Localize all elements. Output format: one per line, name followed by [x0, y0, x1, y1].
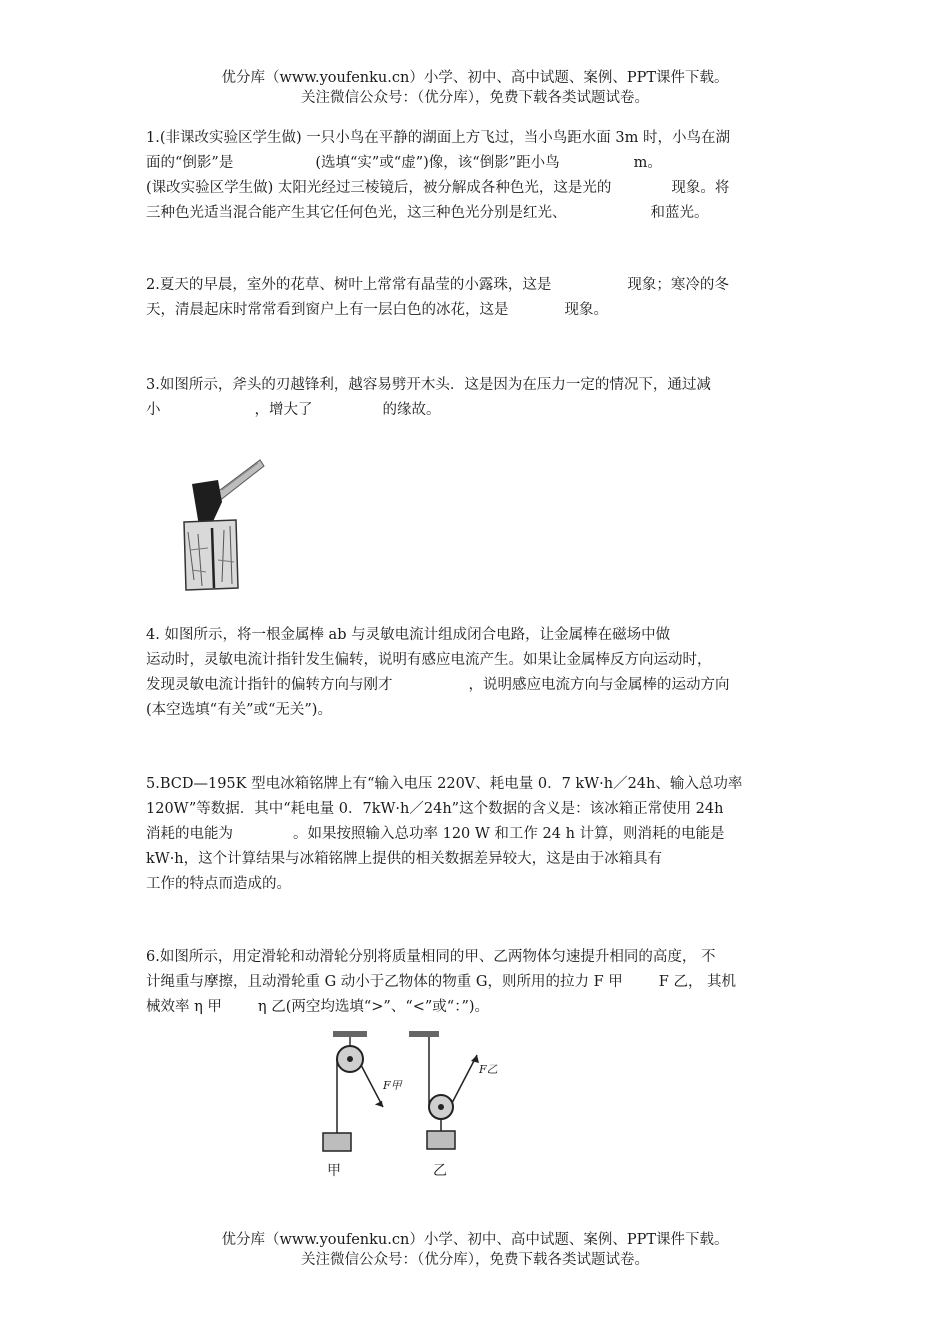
q5-line-4: kW·h，这个计算结果与冰箱铭牌上提供的相关数据差异较大，这是由于冰箱具有	[146, 851, 663, 867]
question-5	[146, 772, 806, 897]
q4-line-3: 发现灵敏电流计指针的偏转方向与刚才 ，说明感应电流方向与金属棒的运动方向	[146, 677, 730, 693]
ceiling-mount-a	[333, 1031, 367, 1037]
q4-line-1: 4. 如图所示，将一根金属棒 ab 与灵敏电流计组成闭合电路，让金属棒在磁场中做	[146, 627, 671, 643]
q5-line-2: 120W”等数据．其中“耗电量 0．7kW·h／24h”这个数据的含义是：该冰箱正常使用 24h	[146, 801, 724, 817]
label-a: 甲	[327, 1163, 341, 1179]
q4-line-4: (本空选填“有关”或“无关”)。	[146, 702, 332, 718]
q6-line-2: 计绳重与摩擦，且动滑轮重 G 动小于乙物体的物重 G，则所用的拉力 F 甲 F 乙， 其机	[146, 974, 737, 990]
q1-line-1: 1.(非课改实验区学生做) 一只小鸟在平静的湖面上方飞过，当小鸟距水面 3m 时，小鸟在湖	[146, 130, 730, 146]
weight-b	[427, 1131, 455, 1149]
footer-line-1: 优分库（www.youfenku.cn）小学、初中、高中试题、案例、PPT课件下载。	[221, 1232, 729, 1248]
question-3	[146, 373, 806, 423]
q6-line-1: 6.如图所示，用定滑轮和动滑轮分别将质量相同的甲、乙两物体匀速提升相同的高度， 不	[146, 949, 716, 965]
question-4	[146, 623, 806, 723]
force-label-b: F乙	[479, 1063, 498, 1076]
fixed-pulley-setup	[323, 1031, 385, 1151]
q1-line-3: (课改实验区学生做) 太阳光经过三棱镜后，被分解成各种色光，这是光的 现象。将	[146, 180, 730, 196]
weight-a	[323, 1133, 351, 1151]
ceiling-mount-b	[409, 1031, 439, 1037]
pulley-figure	[305, 1025, 525, 1185]
q3-line-1: 3.如图所示，斧头的刃越锋利，越容易劈开木头．这是因为在压力一定的情况下，通过减	[146, 377, 711, 393]
footer-line-2: 关注微信公众号：（优分库），免费下载各类试题试卷。	[301, 1252, 649, 1268]
q5-line-5: 工作的特点而造成的。	[146, 876, 291, 892]
page-footer	[0, 1230, 950, 1270]
movable-pulley-setup	[409, 1031, 479, 1149]
page-header	[0, 68, 950, 108]
q2-line-1: 2.夏天的早晨，室外的花草、树叶上常常有晶莹的小露珠，这是 现象；寒冷的冬	[146, 277, 729, 293]
q5-line-1: 5.BCD—195K 型电冰箱铭牌上有“输入电压 220V、耗电量 0．7 kW·h／24h、输入总功率	[146, 776, 743, 792]
q1-line-2: 面的“倒影”是 (选填“实”或“虚”)像，该“倒影”距小鸟 m。	[146, 155, 662, 171]
wood-log	[184, 520, 238, 590]
q3-line-2: 小 ，增大了 的缘故。	[146, 402, 441, 418]
header-line-1: 优分库（www.youfenku.cn）小学、初中、高中试题、案例、PPT课件下载。	[221, 70, 729, 86]
header-line-2: 关注微信公众号：（优分库），免费下载各类试题试卷。	[301, 90, 649, 106]
q4-line-2: 运动时，灵敏电流计指针发生偏转，说明有感应电流产生。如果让金属棒反方向运动时，	[146, 652, 712, 668]
q1-line-4: 三种色光适当混合能产生其它任何色光，这三种色光分别是红光、 和蓝光。	[146, 205, 709, 221]
question-6	[146, 945, 806, 1020]
q6-line-3: 械效率 η 甲 η 乙(两空均选填“>”、“<”或“：”)。	[146, 999, 490, 1015]
q5-line-3: 消耗的电能为 。如果按照输入总功率 120 W 和工作 24 h 计算，则消耗的电能是	[146, 826, 725, 842]
axe-figure	[172, 450, 272, 592]
q2-line-2: 天，清晨起床时常常看到窗户上有一层白色的冰花，这是 现象。	[146, 302, 608, 318]
question-1	[146, 126, 806, 226]
force-label-a: F甲	[383, 1079, 402, 1092]
question-2	[146, 273, 806, 323]
label-b: 乙	[433, 1163, 447, 1179]
